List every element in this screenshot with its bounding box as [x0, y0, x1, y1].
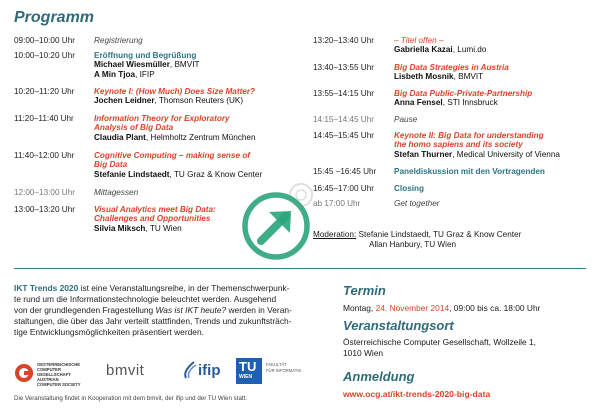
schedule-time: 13:40–13:55 Uhr — [313, 63, 374, 72]
intro-line3a: von der grundlegenden Fragestellung — [14, 304, 156, 315]
speaker-line — [94, 133, 256, 142]
ocg-text-4: COMPUTER SOCIETY — [37, 382, 81, 387]
ocg-logo — [14, 362, 94, 387]
section-divider — [14, 268, 586, 269]
ocg-text-3: AUSTRIAN — [37, 377, 59, 382]
session-title: Eröffnung und Begrüßung — [94, 51, 197, 60]
ort-text — [343, 337, 536, 359]
schedule-time: ab 17:00 Uhr — [313, 199, 361, 208]
speaker-affiliation: , Helmholtz Zentrum München — [145, 132, 256, 142]
session-title: Keynote II: Big Data for understanding — [394, 131, 544, 140]
bmvit-logo: bmvit — [106, 362, 145, 379]
tu-wien-logo — [236, 358, 326, 386]
session-title: Closing — [394, 184, 425, 193]
ocg-emblem-icon — [14, 363, 34, 383]
program-heading: Programm — [14, 9, 95, 26]
speaker-affiliation: , TU Wien — [145, 223, 182, 233]
intro-bold: IKT Trends 2020 — [14, 283, 79, 293]
session-title: Visual Analytics meet Big Data: — [94, 205, 216, 214]
speaker-name: Claudia Plant — [94, 132, 146, 142]
moderation-line1: Stefanie Lindstaedt, TU Graz & Know Center — [358, 230, 522, 239]
schedule-time: 12:00–13:00 Uhr — [14, 188, 75, 197]
ocg-text-2: COMPUTER GESELLSCHAFT — [37, 367, 71, 377]
ifip-swirl-icon — [183, 360, 197, 380]
tu-wien-text: WIEN — [239, 374, 253, 380]
speaker-line — [94, 170, 262, 179]
speaker-line — [94, 224, 216, 233]
intro-line4: staltungen, die über das Jahr verteilt stattfinden, Trends und zukunftsträch- — [14, 315, 292, 326]
termin-text — [343, 303, 540, 313]
anmeldung-link[interactable]: www.ocg.at/ikt-trends-2020-big-data — [343, 389, 491, 399]
speaker-name: Michael Wiesmüller — [94, 60, 170, 70]
schedule-time: 13:20–13:40 Uhr — [313, 36, 374, 45]
schedule-time: 14:45–15:45 Uhr — [313, 131, 374, 140]
termin-heading: Termin — [343, 283, 386, 298]
session-title: Big Data Strategies in Austria — [394, 63, 509, 72]
footer-note: Die Veranstaltung findet in Kooperation mit dem bmvit, der ifip und der TU Wien statt. — [14, 395, 248, 402]
schedule-time: 14:15–14:45 Uhr — [313, 115, 374, 124]
speaker-line — [94, 60, 200, 69]
speaker-line — [94, 96, 255, 105]
speaker-line — [394, 98, 532, 107]
speaker-affiliation: , Lumi.do — [452, 45, 487, 55]
speaker-affiliation: , BMVIT — [453, 72, 484, 82]
ifip-text: ifip — [198, 362, 221, 379]
termin-date: 24. November 2014 — [375, 303, 450, 313]
speaker-line — [94, 70, 200, 79]
tu-side-2: FÜR INFORMATIK — [266, 367, 302, 373]
speaker-name: Lisbeth Mosnik — [394, 72, 454, 82]
termin-prefix: Montag, — [343, 303, 376, 313]
intro-line5: tige Entwicklungsmöglichkeiten präsentiert werden. — [14, 326, 204, 337]
speaker-name: Jochen Leidner — [94, 96, 155, 106]
speaker-name: Silvia Miksch — [94, 223, 146, 233]
session-title: Get together — [394, 199, 440, 208]
session-title: Cognitive Computing – making sense of — [94, 151, 251, 160]
speaker-name: A Min Tjoa — [94, 69, 136, 79]
moderation — [313, 230, 521, 250]
session-title: Paneldiskussion mit den Vortragenden — [394, 167, 545, 176]
intro-line2: te rund um die Informationstechnologie beleuchtet werden. Ausgehend — [14, 293, 277, 304]
schedule-time: 09:00–10:00 Uhr — [14, 36, 75, 45]
schedule-time: 11:40–12:00 Uhr — [14, 151, 75, 160]
intro-line3-italic: Was ist IKT heute? — [155, 304, 227, 315]
session-title: Pause — [394, 115, 418, 124]
moderation-label: Moderation: — [313, 230, 357, 239]
session-title: Analysis of Big Data — [94, 123, 174, 133]
session-title: Keynote I: (How Much) Does Size Matter? — [94, 87, 256, 96]
speaker-affiliation: , TU Graz & Know Center — [169, 169, 263, 179]
intro-paragraph — [14, 283, 324, 338]
speaker-affiliation: , IFIP — [135, 69, 155, 79]
speaker-name: Stefanie Lindstaedt — [94, 169, 170, 179]
speaker-affiliation: , Medical University of Vienna — [452, 149, 560, 159]
speaker-affiliation: , STI Innsbruck — [442, 98, 498, 108]
session-title: the homo sapiens and its society — [394, 140, 523, 150]
moderation-line2: Allan Hanbury, TU Wien — [369, 240, 457, 249]
ort-line1: Österreichische Computer Gesellschaft, Wollzeile 1, — [343, 337, 537, 347]
anmeldung-heading: Anmeldung — [343, 369, 415, 384]
schedule-time: 15:45 –16:45 Uhr — [313, 167, 377, 176]
termin-suffix: , 09:00 bis ca. 18:00 Uhr — [449, 303, 541, 313]
intro-line1: ist eine Veranstaltungsreihe, in der Themenschwerpunk- — [78, 283, 290, 293]
session-title: Big Data — [94, 160, 128, 170]
speaker-affiliation: , Thomson Reuters (UK) — [154, 96, 244, 106]
speaker-affiliation: , BMVIT — [169, 60, 200, 70]
schedule-time: 11:20–11:40 Uhr — [14, 114, 74, 123]
schedule-time: 13:00–13:20 Uhr — [14, 205, 75, 214]
ort-heading: Veranstaltungsort — [343, 318, 454, 333]
speaker-name: Gabriella Kazai — [394, 45, 453, 55]
schedule-time: 10:20–11:20 Uhr — [14, 87, 75, 96]
schedule-time: 13:55–14:15 Uhr — [313, 89, 374, 98]
speaker-line — [394, 45, 486, 54]
speaker-line — [394, 150, 560, 159]
session-title: Mittagessen — [94, 188, 139, 197]
watermark-icon — [286, 180, 316, 210]
speaker-name: Stefan Thurner — [394, 149, 453, 159]
speaker-name: Anna Fensel — [394, 98, 443, 108]
schedule-time: 16:45–17:00 Uhr — [313, 184, 374, 193]
intro-line3b: werden in Veran- — [226, 304, 292, 315]
speaker-line — [394, 72, 509, 81]
tu-side-1: FAKULTÄT — [266, 362, 287, 367]
ocg-text-1: OESTERREICHISCHE — [37, 362, 81, 367]
session-title: Information Theory for Exploratory — [94, 114, 230, 123]
ort-line2: 1010 Wien — [343, 348, 384, 358]
session-title: – Titel offen – — [394, 36, 444, 45]
session-title: Big Data Public-Private-Partnership — [394, 89, 533, 98]
schedule-time: 10:00–10:20 Uhr — [14, 51, 75, 60]
session-title: Challenges and Opportunities — [94, 214, 211, 224]
tu-letters: TU — [239, 359, 257, 374]
session-title: Registrierung — [94, 36, 143, 45]
